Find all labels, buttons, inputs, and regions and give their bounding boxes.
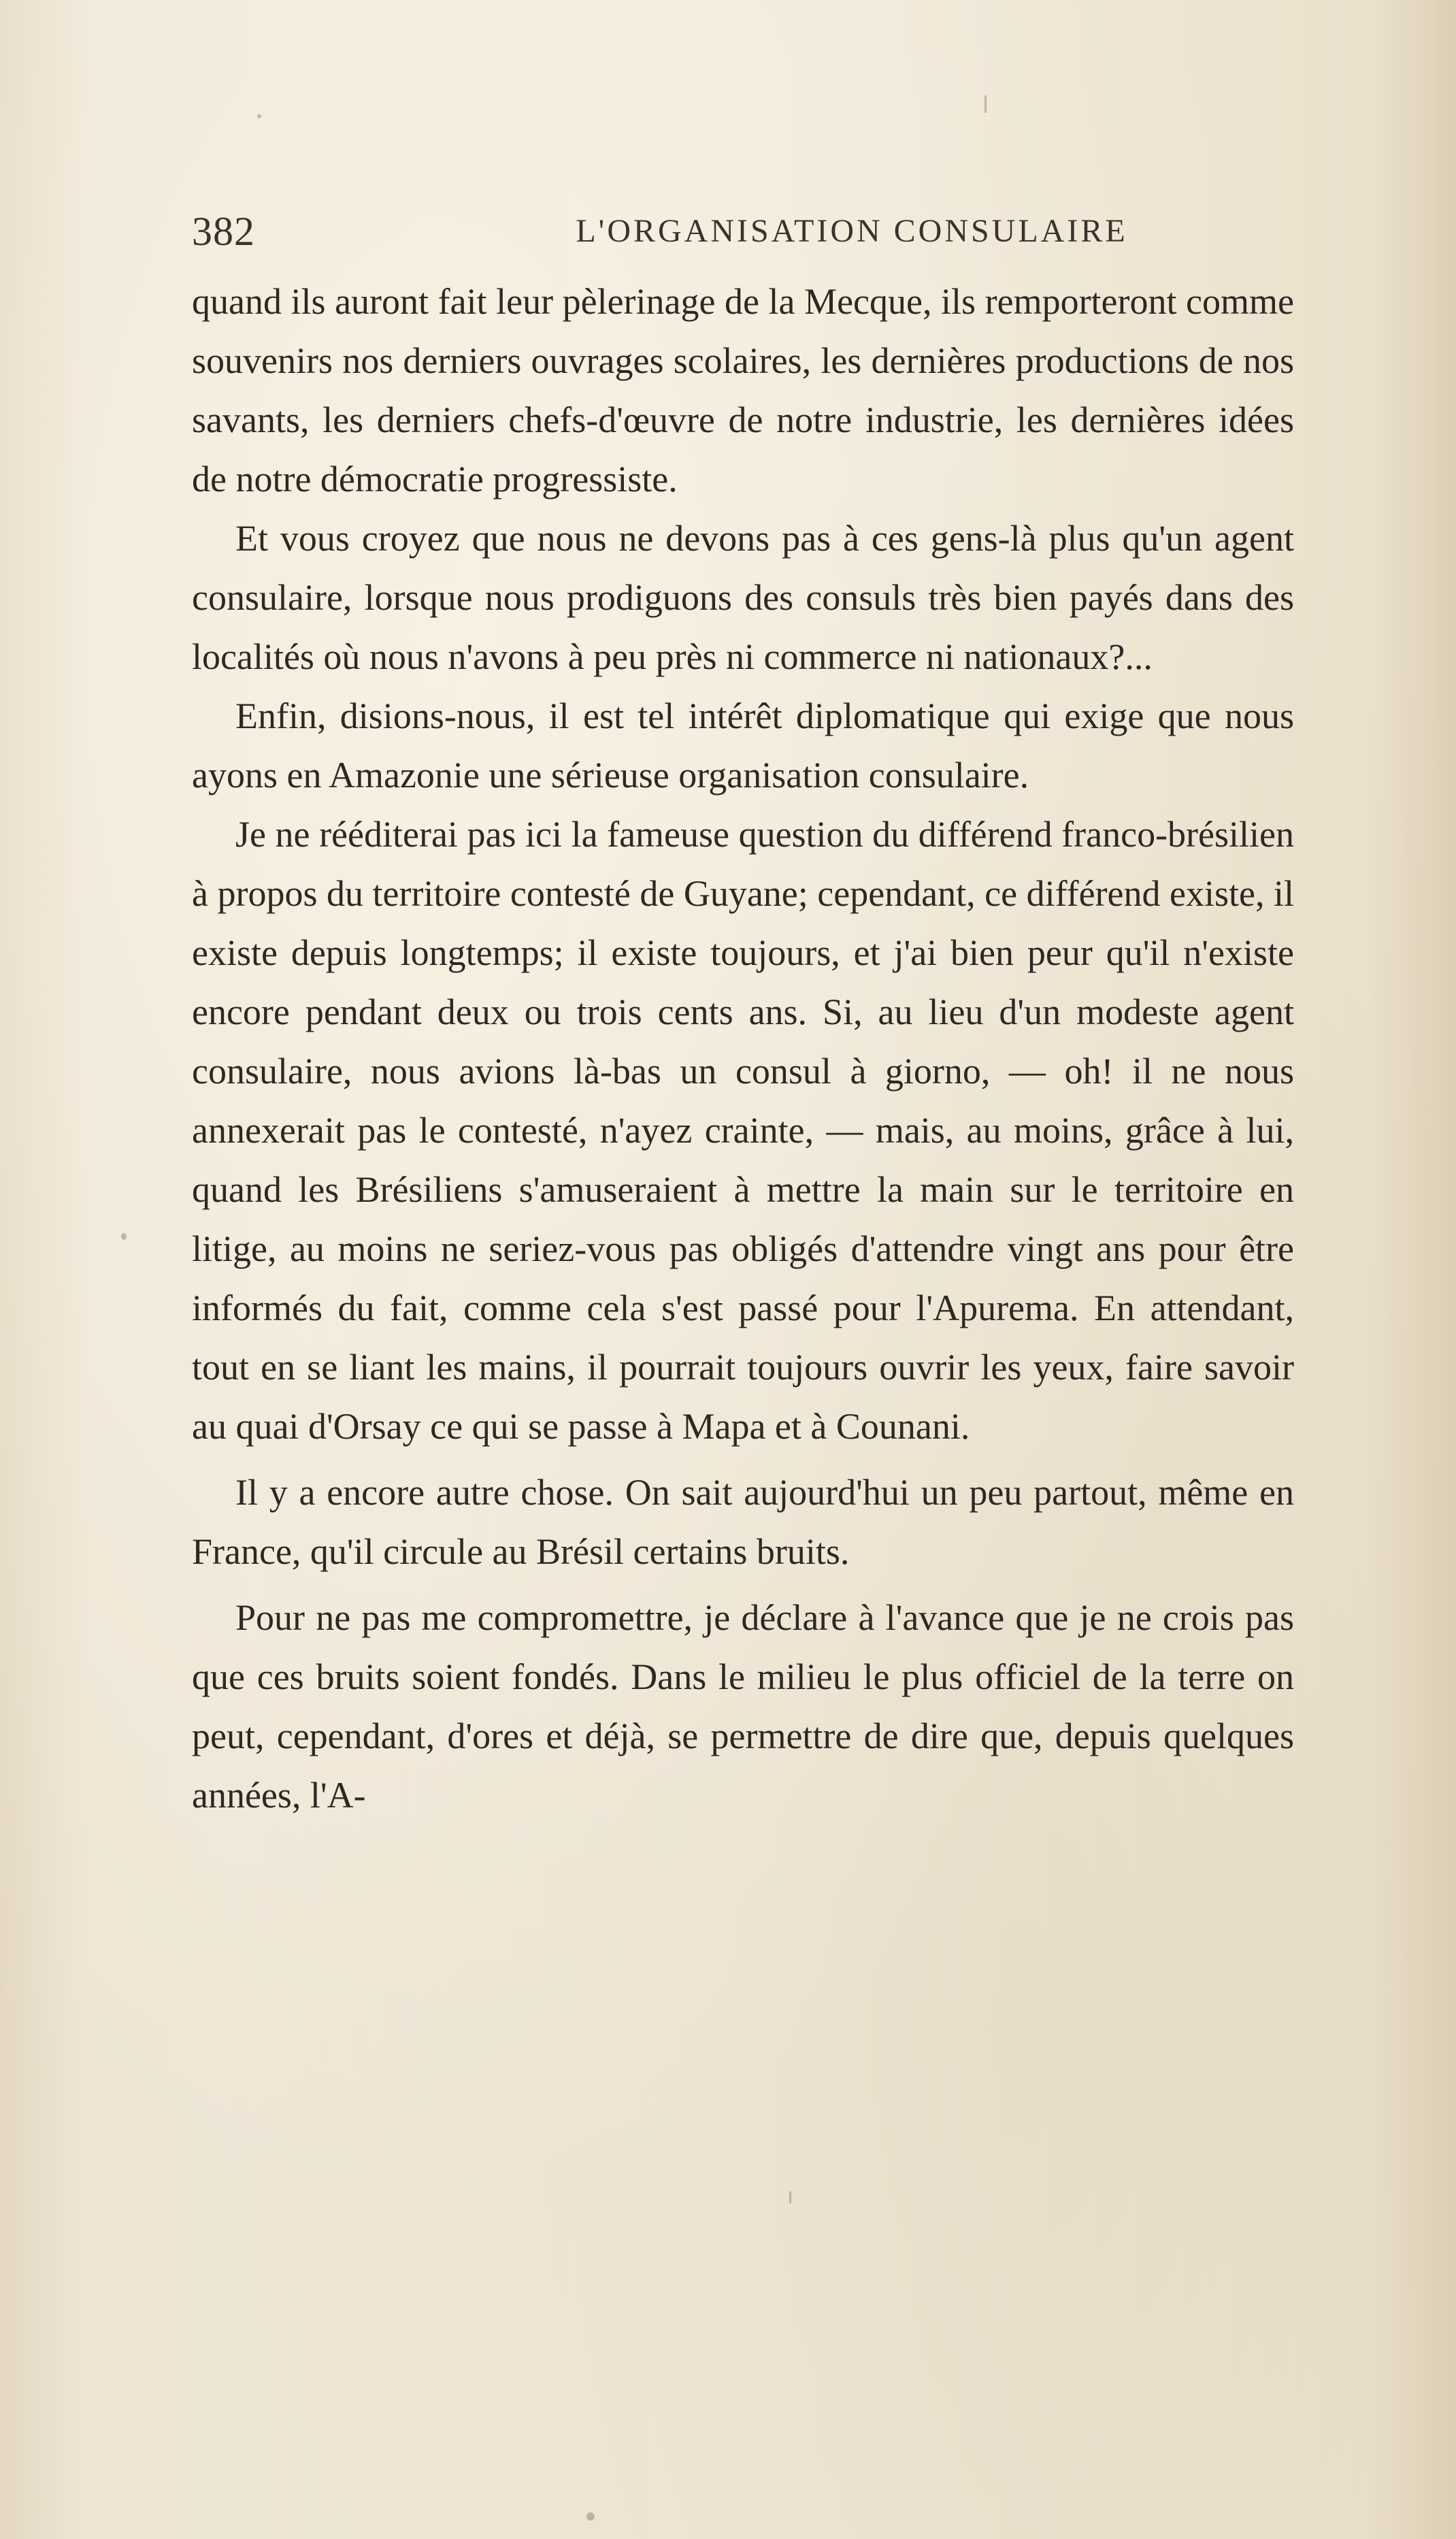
paragraph-2: Et vous croyez que nous ne devons pas à ces gens-là plus qu'un agent consulaire, lorsque nous prodiguons des consuls très bien payés dans des localités où nous n'avons à peu près ni commerce ni nationaux?... (192, 518, 1294, 677)
paper-speck (586, 2512, 595, 2521)
paper-speck (789, 2191, 791, 2204)
paper-speck (257, 114, 261, 118)
paragraph-6: Pour ne pas me compromettre, je déclare à l'avance que je ne crois pas que ces bruits soient fondés. Dans le milieu le plus officiel de la terre on peut, cependant, d'ores et déjà, se permettre de dire que, depuis quelques années, l'A- (192, 1597, 1294, 1816)
page-header (192, 204, 1294, 259)
paragraph-1: quand ils auront fait leur pèlerinage de la Mecque, ils remporteront comme souvenirs nos derniers ouvrages scolaires, les dernières productions de nos savants, les derniers chefs-d'œuvre de notre industrie, les dernières idées de notre démocratie progressiste. (192, 281, 1294, 499)
paper-speck (985, 95, 987, 113)
paper-speck (121, 1233, 127, 1240)
paragraph-4: Je ne rééditerai pas ici la fameuse question du différend franco-brésilien à propos du territoire contesté de Guyane; cependant, ce différend existe, il existe depuis longtemps; il existe toujours, et j'ai bien peur qu'il n'existe encore pendant deux ou trois cents ans. Si, au lieu d'un modeste agent consulaire, nous avions là-bas un consul à giorno, — oh! il ne nous annexerait pas le contesté, n'ayez crainte, — mais, au moins, grâce à lui, quand les Brésiliens s'amuseraient à mettre la main sur le territoire en litige, au moins ne seriez-vous pas obligés d'attendre vingt ans pour être informés du fait, comme cela s'est passé pour l'Apurema. En attendant, tout en se liant les mains, il pourrait toujours ouvrir les yeux, faire savoir au quai d'Orsay ce qui se passe à Mapa et à Counani. (192, 814, 1294, 1447)
page-number: 382 (192, 209, 255, 254)
paragraph-5: Il y a encore autre chose. On sait aujourd'hui un peu partout, même en France, qu'il circule au Brésil certains bruits. (192, 1472, 1294, 1572)
running-title: L'ORGANISATION CONSULAIRE (576, 213, 1128, 249)
paragraph-3: Enfin, disions-nous, il est tel intérêt diplomatique qui exige que nous ayons en Amazonie une sérieuse organisation consulaire. (192, 695, 1294, 796)
body-text (192, 272, 1294, 2259)
